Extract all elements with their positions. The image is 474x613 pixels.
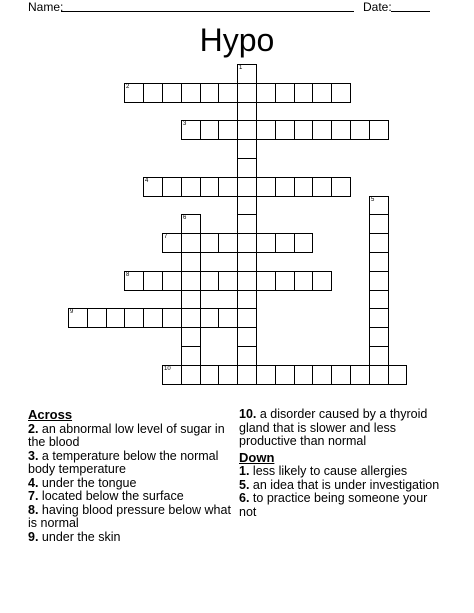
grid-cell[interactable] (218, 177, 238, 197)
grid-cell[interactable] (181, 252, 201, 272)
grid-cell[interactable] (87, 308, 107, 328)
grid-cell[interactable] (237, 83, 257, 103)
down-heading: Down (239, 449, 275, 465)
grid-cell[interactable] (237, 233, 257, 253)
clue-down-6 (239, 492, 445, 519)
clue-number: 3. (28, 448, 39, 463)
clue-down-1 (239, 465, 445, 479)
grid-cell[interactable] (200, 233, 219, 253)
grid-cell[interactable] (124, 308, 144, 328)
grid-cell[interactable] (369, 120, 389, 140)
grid-cell[interactable] (143, 177, 163, 197)
grid-cell[interactable] (218, 271, 238, 291)
grid-cell[interactable] (200, 365, 219, 385)
grid-cell[interactable] (294, 83, 313, 103)
grid-cell[interactable] (143, 83, 163, 103)
grid-cell[interactable] (218, 308, 238, 328)
clue-number-label: 9 (70, 309, 74, 315)
grid-cell[interactable] (237, 64, 257, 84)
grid-cell[interactable] (181, 233, 201, 253)
grid-cell[interactable] (350, 365, 370, 385)
grid-cell[interactable] (237, 290, 257, 309)
grid-cell[interactable] (331, 120, 351, 140)
grid-cell[interactable] (312, 177, 332, 197)
grid-cell[interactable] (143, 271, 163, 291)
clue-number: 2. (28, 421, 39, 436)
grid-cell[interactable] (218, 120, 238, 140)
grid-cell[interactable] (331, 83, 351, 103)
grid-cell[interactable] (369, 196, 389, 215)
grid-cell[interactable] (200, 120, 219, 140)
clue-number-label: 4 (145, 178, 149, 184)
clue-number: 10. (239, 407, 257, 421)
grid-cell[interactable] (237, 177, 257, 197)
clue-number: 5. (239, 477, 250, 492)
grid-cell[interactable] (312, 83, 332, 103)
grid-cell[interactable] (237, 196, 257, 215)
grid-cell[interactable] (256, 365, 276, 385)
grid-cell[interactable] (312, 271, 332, 291)
grid-cell[interactable] (218, 233, 238, 253)
grid-cell[interactable] (68, 308, 88, 328)
grid-cell[interactable] (237, 365, 257, 385)
grid-cell[interactable] (256, 120, 276, 140)
grid-cell[interactable] (388, 365, 407, 385)
grid-cell[interactable] (275, 233, 295, 253)
grid-cell[interactable] (237, 158, 257, 178)
grid-cell[interactable] (124, 83, 144, 103)
grid-cell[interactable] (237, 214, 257, 234)
clue-number-label: 5 (371, 197, 375, 203)
grid-cell[interactable] (181, 177, 201, 197)
grid-cell[interactable] (369, 214, 389, 234)
grid-cell[interactable] (294, 233, 313, 253)
grid-cell[interactable] (350, 120, 370, 140)
clue-across-3 (28, 450, 234, 477)
grid-cell[interactable] (181, 290, 201, 309)
clue-number-label: 8 (126, 272, 130, 278)
grid-cell[interactable] (181, 346, 201, 366)
grid-cell[interactable] (124, 271, 144, 291)
page-title: Hypo (199, 22, 275, 58)
clue-number: 7. (28, 489, 39, 503)
grid-cell[interactable] (312, 120, 332, 140)
grid-cell[interactable] (256, 177, 276, 197)
grid-cell[interactable] (256, 83, 276, 103)
grid-cell[interactable] (312, 365, 332, 385)
grid-cell[interactable] (181, 308, 201, 328)
grid-cell[interactable] (162, 177, 182, 197)
clue-number-label: 10 (164, 366, 171, 372)
clue-number-label: 3 (183, 121, 187, 127)
grid-cell[interactable] (237, 120, 257, 140)
grid-cell[interactable] (181, 120, 201, 140)
clue-text: having blood pressure below what is normal (28, 502, 231, 530)
clue-number: 6. (239, 491, 250, 505)
grid-cell[interactable] (275, 83, 295, 103)
grid-cell[interactable] (294, 120, 313, 140)
clue-across-4 (28, 477, 234, 491)
clue-text: to practice being someone your not (239, 491, 428, 519)
grid-cell[interactable] (275, 365, 295, 385)
clue-number: 1. (239, 464, 250, 478)
grid-cell[interactable] (218, 365, 238, 385)
clue-number-label: 1 (239, 65, 243, 71)
grid-cell[interactable] (237, 139, 257, 159)
clue-across-8 (28, 504, 234, 531)
clue-across-7 (28, 490, 234, 504)
grid-cell[interactable] (181, 271, 201, 291)
grid-cell[interactable] (162, 308, 182, 328)
grid-cell[interactable] (181, 327, 201, 347)
clue-number: 8. (28, 502, 39, 517)
grid-cell[interactable] (331, 365, 351, 385)
grid-cell[interactable] (106, 308, 125, 328)
clue-text: under the skin (41, 529, 121, 544)
clue-text: an abnormal low level of sugar in the blood (28, 421, 225, 449)
clue-number-label: 7 (164, 234, 168, 240)
clue-text: an idea that is under investigation (252, 477, 440, 492)
clue-text: located below the surface (41, 489, 184, 503)
clue-across-10 (239, 408, 445, 449)
grid-cell[interactable] (256, 233, 276, 253)
grid-cell[interactable] (237, 346, 257, 366)
clue-text: a disorder caused by a thyroid gland that is slower and less productive than normal (239, 407, 428, 448)
clue-across-2 (28, 423, 234, 450)
name-label: Name: (28, 0, 64, 14)
grid-cell[interactable] (369, 365, 389, 385)
grid-cell[interactable] (237, 271, 257, 291)
clue-text: a temperature below the normal body temperature (28, 448, 219, 476)
clue-across-9 (28, 531, 234, 545)
grid-cell[interactable] (237, 252, 257, 272)
across-clues (28, 408, 234, 544)
clue-text: less likely to cause allergies (252, 464, 408, 478)
grid-cell[interactable] (294, 365, 313, 385)
clue-down-5 (239, 479, 445, 493)
grid-cell[interactable] (275, 177, 295, 197)
clue-number-label: 6 (183, 215, 187, 221)
clue-number: 9. (28, 529, 39, 544)
grid-cell[interactable] (369, 327, 389, 347)
grid-cell[interactable] (369, 290, 389, 309)
clue-number-label: 2 (126, 84, 130, 90)
clue-number: 4. (28, 475, 39, 490)
date-label: Date: (363, 0, 392, 14)
grid-cell[interactable] (200, 83, 219, 103)
across-heading: Across (28, 407, 73, 422)
grid-cell[interactable] (181, 365, 201, 385)
grid-cell[interactable] (237, 327, 257, 347)
grid-cell[interactable] (331, 177, 351, 197)
grid-cell[interactable] (181, 214, 201, 234)
grid-cell[interactable] (200, 308, 219, 328)
grid-cell[interactable] (162, 271, 182, 291)
grid-cell[interactable] (256, 271, 276, 291)
clue-text: under the tongue (41, 475, 137, 490)
grid-cell[interactable] (200, 271, 219, 291)
grid-cell[interactable] (369, 308, 389, 328)
grid-cell[interactable] (162, 365, 182, 385)
grid-cell[interactable] (162, 233, 182, 253)
grid-cell[interactable] (369, 346, 389, 366)
grid-cell[interactable] (218, 83, 238, 103)
grid-cell[interactable] (181, 83, 201, 103)
grid-cell[interactable] (237, 102, 257, 121)
grid-cell[interactable] (369, 233, 389, 253)
grid-cell[interactable] (237, 308, 257, 328)
grid-cell[interactable] (294, 271, 313, 291)
grid-cell[interactable] (369, 252, 389, 272)
grid-cell[interactable] (369, 271, 389, 291)
grid-cell[interactable] (294, 177, 313, 197)
grid-cell[interactable] (200, 177, 219, 197)
grid-cell[interactable] (143, 308, 163, 328)
grid-cell[interactable] (162, 83, 182, 103)
grid-cell[interactable] (275, 271, 295, 291)
grid-cell[interactable] (275, 120, 295, 140)
right-clues (239, 408, 445, 519)
